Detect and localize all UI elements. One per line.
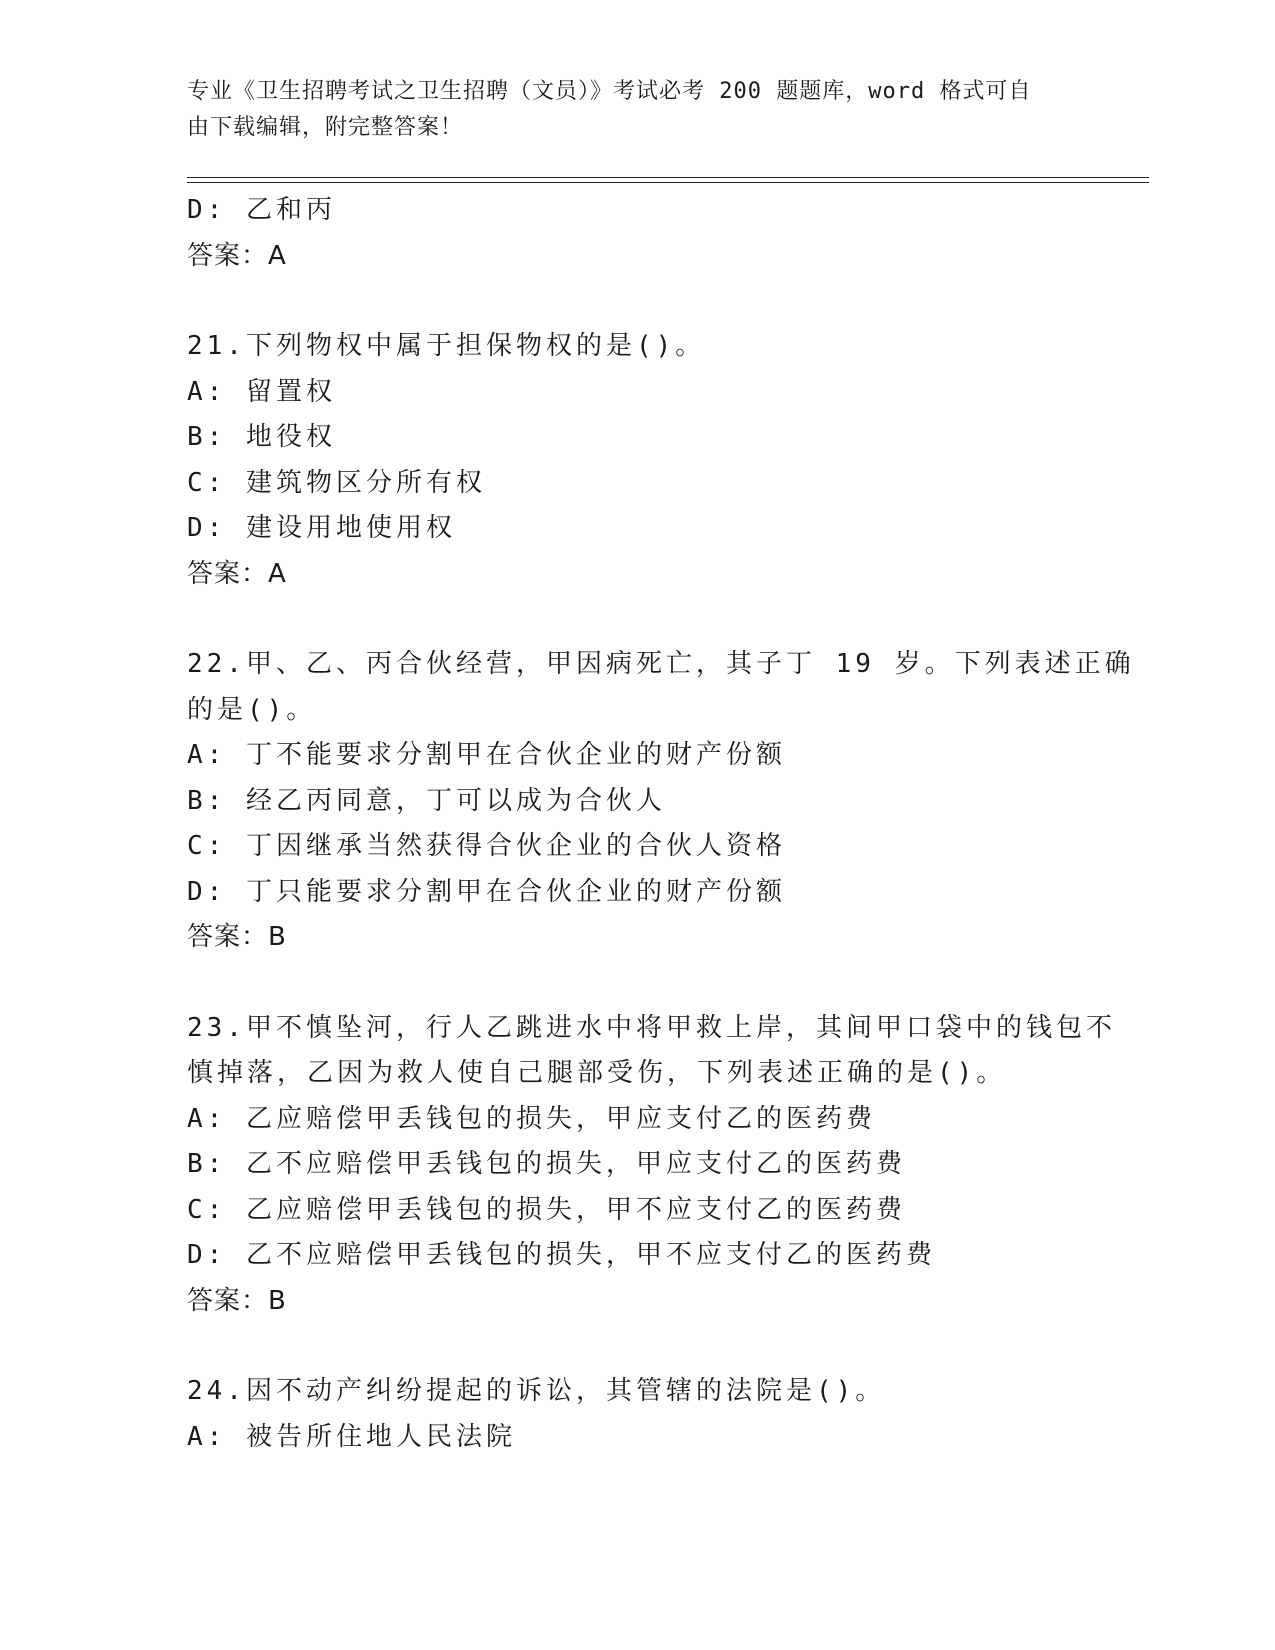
option-c: C: 丁因继承当然获得合伙企业的合伙人资格: [187, 831, 786, 861]
question-stem-line-1: 23.甲不慎坠河，行人乙跳进水中将甲救上岸，其间甲口袋中的钱包不: [187, 1012, 1116, 1043]
prev-option-d: D: 乙和丙: [187, 195, 336, 225]
spacer: [187, 597, 1147, 642]
prev-answer: 答案：A: [187, 240, 287, 271]
question-24: [187, 1369, 1147, 1460]
option-c: C: 建筑物区分所有权: [187, 467, 486, 498]
option-c: C: 乙应赔偿甲丢钱包的损失，甲不应支付乙的医药费: [187, 1194, 906, 1225]
header-divider-top: [187, 177, 1149, 178]
option-a: A: 被告所住地人民法院: [187, 1421, 516, 1452]
document-header: [187, 74, 1067, 146]
question-stem: 24.因不动产纠纷提起的诉讼，其管辖的法院是()。: [187, 1376, 886, 1406]
option-a: A: 丁不能要求分割甲在合伙企业的财产份额: [187, 740, 786, 770]
option-d: D: 建设用地使用权: [187, 513, 456, 543]
header-line-1: 专业《卫生招聘考试之卫生招聘（文员）》考试必考 200 题题库，word 格式可自: [187, 79, 1032, 104]
answer: 答案：B: [187, 1285, 287, 1316]
header-divider-bottom: [187, 182, 1149, 183]
option-b: B: 地役权: [187, 422, 336, 452]
option-a: A: 乙应赔偿甲丢钱包的损失，甲应支付乙的医药费: [187, 1103, 876, 1134]
question-stem-line-2: 的是()。: [187, 694, 317, 725]
option-a: A: 留置权: [187, 376, 336, 407]
question-stem-line-2: 慎掉落，乙因为救人使自己腿部受伤，下列表述正确的是()。: [187, 1058, 1007, 1088]
header-line-2: 由下载编辑，附完整答案！: [187, 115, 464, 140]
option-d: D: 丁只能要求分割甲在合伙企业的财产份额: [187, 876, 786, 907]
question-stem-line-1: 22.甲、乙、丙合伙经营，甲因病死亡，其子丁 19 岁。下列表述正确: [187, 649, 1135, 679]
answer: 答案：B: [187, 922, 287, 952]
spacer: [187, 961, 1147, 1006]
answer: 答案：A: [187, 558, 287, 589]
document-body: [187, 188, 1147, 1460]
option-b: B: 乙不应赔偿甲丢钱包的损失，甲应支付乙的医药费: [187, 1149, 906, 1179]
question-22: [187, 642, 1147, 961]
question-23: [187, 1006, 1147, 1325]
question-21: [187, 324, 1147, 597]
spacer: [187, 1324, 1147, 1369]
option-b: B: 经乙丙同意，丁可以成为合伙人: [187, 785, 666, 816]
spacer: [187, 279, 1147, 324]
question-stem: 21.下列物权中属于担保物权的是()。: [187, 331, 706, 361]
option-d: D: 乙不应赔偿甲丢钱包的损失，甲不应支付乙的医药费: [187, 1240, 936, 1270]
